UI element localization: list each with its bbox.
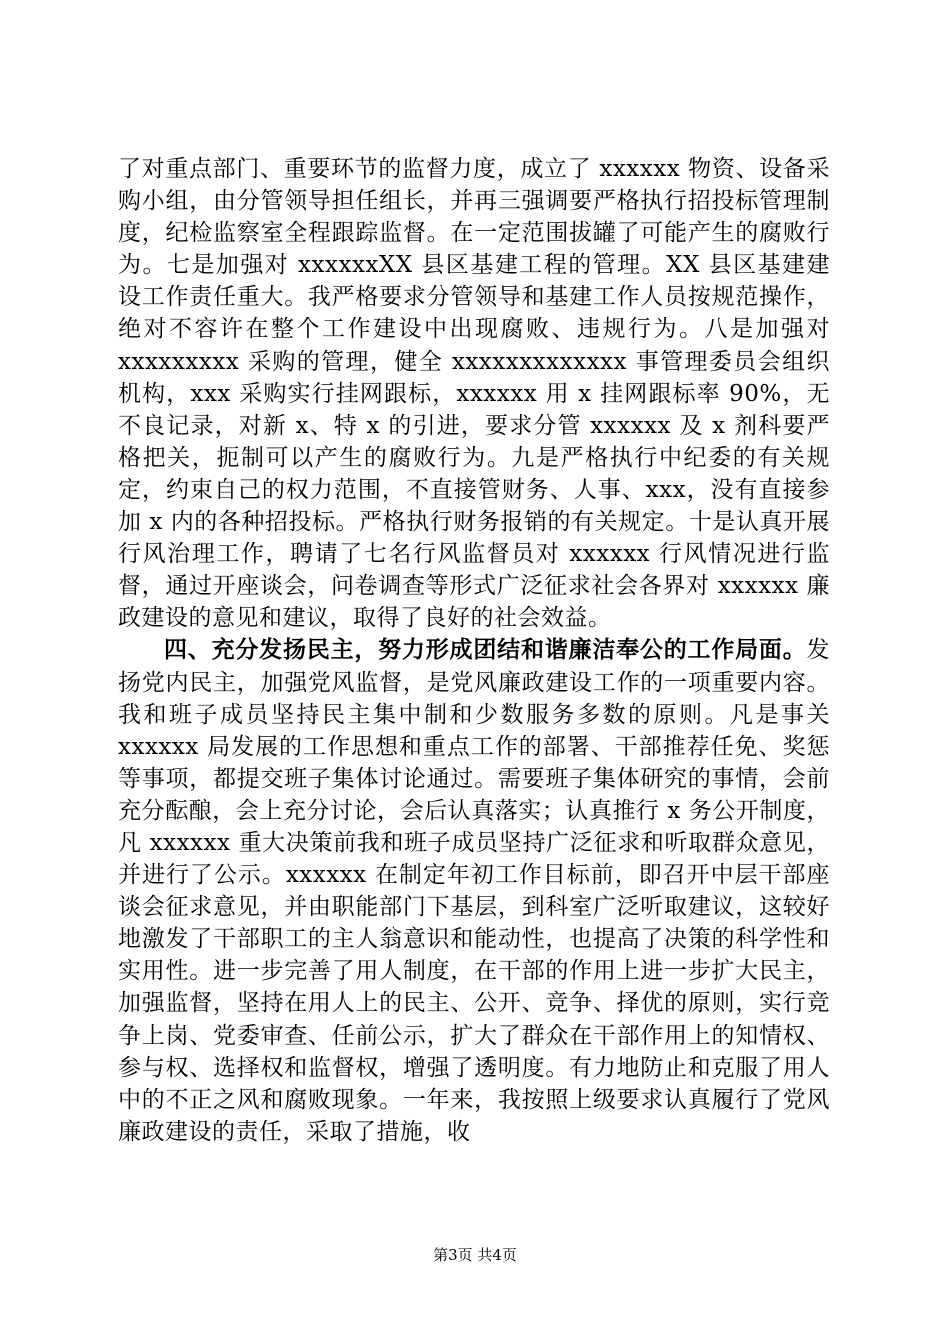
paragraph-section-four: [118, 634, 830, 1148]
section-body: 发扬党内民主，加强党风监督，是党风廉政建设工作的一项重要内容。我和班子成员坚持民主集中制和少数服务多数的原则。凡是事关 xxxxxx 局发展的工作思想和重点工作的部署、干部推荐任免、奖惩等事项，都提交班子集体讨论通过。需要班子集体研究的事情，会前充分酝酿，会上充分讨论，会后认真落实；认真推行 x 务公开制度，凡 xxxxxx 重大决策前我和班子成员坚持广泛征求和听取群众意见，并进行了公示。xxxxxx 在制定年初工作目标前，即召开中层干部座谈会征求意见，并由职能部门下基层，到科室广泛听取建议，这较好地激发了干部职工的主人翁意识和能动性，也提高了决策的科学性和实用性。进一步完善了用人制度，在干部的作用上进一步扩大民主，加强监督，坚持在用人上的民主、公开、竞争、择优的原则，实行竞争上岗、党委审查、任前公示，扩大了群众在干部作用上的知情权、参与权、选择权和监督权，增强了透明度。有力地防止和克服了用人中的不正之风和腐败现象。一年来，我按照上级要求认真履行了党风廉政建设的责任，采取了措施，收: [118, 637, 830, 1145]
section-heading: 四、充分发扬民主，努力形成团结和谐廉洁奉公的工作局面。: [164, 637, 807, 664]
paragraph-continued: 了对重点部门、重要环节的监督力度，成立了 xxxxxx 物资、设备采购小组，由分管领导担任组长，并再三强调要严格执行招投标管理制度，纪检监察室全程跟踪监督。在一定范围拔罐了可能产生的腐败行为。七是加强对 xxxxxxXX 县区基建工程的管理。XX 县区基建建设工作责任重大。我严格要求分管领导和基建工作人员按规范操作，绝对不容许在整个工作建设中出现腐败、违规行为。八是加强对 xxxxxxxxx 采购的管理，健全 xxxxxxxxxxxxx 事管理委员会组织机构，xxx 采购实行挂网跟标，xxxxxx 用 x 挂网跟标率 90%，无不良记录，对新 x、特 x 的引进，要求分管 xxxxxx 及 x 剂科要严格把关，扼制可以产生的腐败行为。九是严格执行中纪委的有关规定，约束自己的权力范围，不直接管财务、人事、xxx，没有直接参加 x 内的各种招投标。严格执行财务报销的有关规定。十是认真开展行风治理工作，聘请了七名行风监督员对 xxxxxx 行风情况进行监督，通过开座谈会，问卷调查等形式广泛征求社会各界对 xxxxxx 廉政建设的意见和建议，取得了良好的社会效益。: [118, 156, 830, 632]
page-footer: 第3页 共4页: [433, 1246, 517, 1264]
document-body: [118, 153, 830, 1148]
